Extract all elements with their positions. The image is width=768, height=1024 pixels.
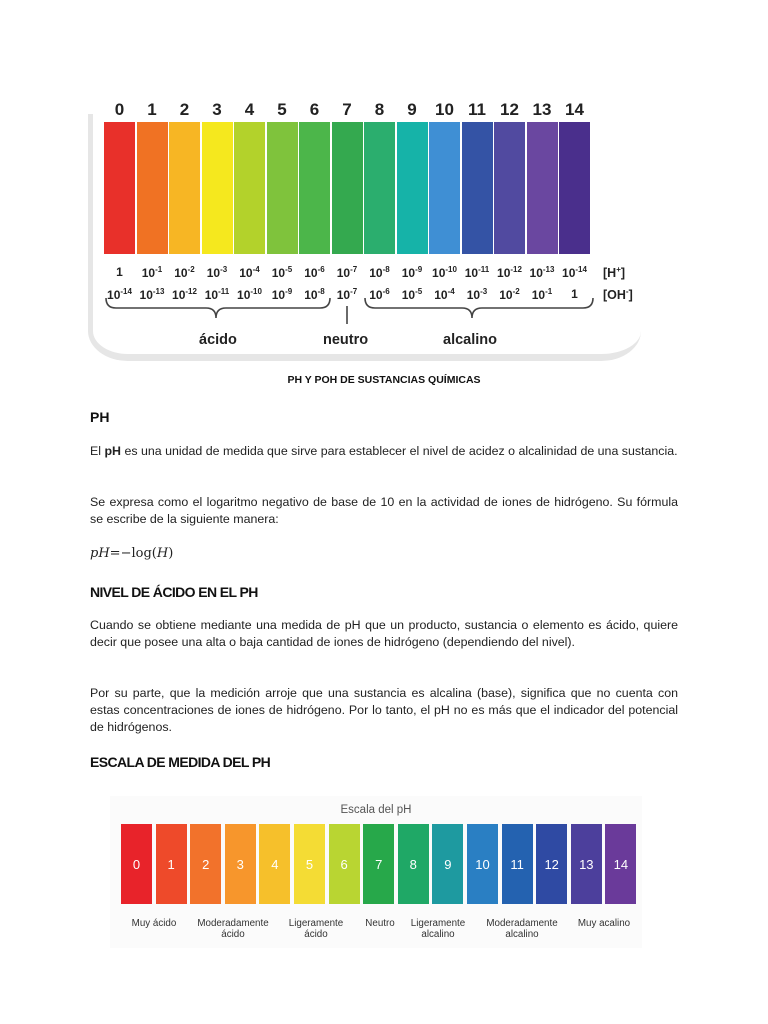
h-ion-value: $10^{-8}$ bbox=[369, 265, 390, 280]
scale-cell-14: 14 bbox=[605, 824, 636, 904]
h-ion-value: $10^{-7}$ bbox=[336, 265, 358, 280]
paragraph-ph-definition: El pH es una unidad de medida que sirve para establecer el nivel de acidez o alcalinidad de una sustancia. bbox=[90, 444, 678, 458]
h-ion-label: [H+] bbox=[603, 265, 626, 280]
ph-color-swatch-12 bbox=[494, 122, 525, 254]
ph-color-swatch-3 bbox=[202, 122, 233, 254]
heading-ph: PH bbox=[90, 409, 110, 425]
oh-ion-value: $10^{-3}$ bbox=[466, 287, 488, 302]
ph-number-10: 10 bbox=[435, 100, 454, 119]
paragraph-acid-2: Por su parte, que la medición arroje que una sustancia es alcalina (base), significa que no cuenta con estas concentraciones de iones de hidrógeno. Por lo tanto, el pH no es más que el indicador del potencial de hidrógenos. bbox=[90, 686, 678, 734]
heading-acid-level: NIVEL DE ÁCIDO EN EL PH bbox=[90, 584, 258, 600]
heading-scale: ESCALA DE MEDIDA DEL PH bbox=[90, 754, 271, 770]
scale-cell-0: 0 bbox=[121, 824, 152, 904]
scale-cell-4: 4 bbox=[259, 824, 290, 904]
h-ion-value: 1 bbox=[116, 265, 123, 279]
h-ion-value: $10^{-4}$ bbox=[239, 265, 260, 280]
ph-number-6: 6 bbox=[309, 100, 320, 119]
ph-color-swatch-6 bbox=[299, 122, 330, 254]
oh-ion-value: $10^{-9}$ bbox=[271, 287, 293, 302]
scale-label: Muy acalino bbox=[577, 918, 631, 929]
oh-ion-label: [OH-] bbox=[603, 287, 633, 302]
scale-cell-10: 10 bbox=[467, 824, 498, 904]
h-ion-value: $10^{-6}$ bbox=[304, 265, 325, 280]
paragraph-ph-formula-intro: Se expresa como el logaritmo negativo de base de 10 en la actividad de iones de hidrógeno. Su fórmula se escribe de la siguiente manera: bbox=[90, 495, 678, 526]
ph-number-2: 2 bbox=[179, 100, 190, 119]
h-ion-value: $10^{-14}$ bbox=[562, 265, 587, 280]
ph-number-0: 0 bbox=[114, 100, 125, 119]
ph-number-11: 11 bbox=[468, 100, 486, 119]
oh-ion-value: $10^{-7}$ bbox=[336, 287, 358, 302]
ph-color-swatch-9 bbox=[397, 122, 428, 254]
h-ion-value: $10^{-13}$ bbox=[529, 265, 555, 280]
h-ion-value: $10^{-9}$ bbox=[401, 265, 423, 280]
ph-color-swatch-14 bbox=[559, 122, 590, 254]
h-ion-value: $10^{-12}$ bbox=[497, 265, 522, 280]
ph-color-swatch-11 bbox=[462, 122, 493, 254]
scale-cell-12: 12 bbox=[536, 824, 567, 904]
paragraph-acid-1: Cuando se obtiene mediante una medida de pH que un producto, sustancia o elemento es ácido, quiere decir que posee una alta o baja cantidad de iones de hidrógeno (dependiendo del nivel). bbox=[90, 618, 678, 649]
oh-ion-value: 1 bbox=[571, 287, 578, 301]
ph-number-5: 5 bbox=[277, 100, 287, 119]
h-ion-value: $10^{-5}$ bbox=[271, 265, 293, 280]
oh-ion-value: $10^{-10}$ bbox=[237, 287, 262, 302]
ph-color-swatch-10 bbox=[429, 122, 460, 254]
acid-label: ácido bbox=[199, 332, 237, 348]
ph-bold-term: pH bbox=[104, 444, 121, 458]
ph-color-swatch-0 bbox=[104, 122, 135, 254]
ph-number-1: 1 bbox=[147, 100, 157, 119]
scale-cell-11: 11 bbox=[502, 824, 533, 904]
ph-number-9: 9 bbox=[407, 100, 417, 119]
scale-title: Escala del pH bbox=[340, 804, 412, 816]
scale-cell-3: 3 bbox=[225, 824, 256, 904]
h-ion-value: $10^{-1}$ bbox=[141, 265, 163, 280]
category-braces bbox=[88, 296, 640, 326]
h-ion-value: $10^{-2}$ bbox=[174, 265, 195, 280]
oh-ion-value: $10^{-13}$ bbox=[139, 287, 165, 302]
scale-cell-6: 6 bbox=[329, 824, 360, 904]
ph-formula: pH=−log(H) bbox=[90, 546, 174, 561]
ph-color-swatch-1 bbox=[137, 122, 168, 254]
ph-scale-figure bbox=[88, 96, 640, 358]
scale-cell-7: 7 bbox=[363, 824, 394, 904]
ph-color-swatch-7 bbox=[332, 122, 363, 254]
scale-label: Moderadamente ácido bbox=[197, 918, 269, 940]
scale-cell-9: 9 bbox=[432, 824, 463, 904]
scale-label: Ligeramente alcalino bbox=[410, 918, 466, 940]
oh-ion-value: $10^{-8}$ bbox=[304, 287, 325, 302]
scale-cell-13: 13 bbox=[571, 824, 602, 904]
ph-number-7: 7 bbox=[342, 100, 352, 119]
oh-ion-value: $10^{-5}$ bbox=[401, 287, 423, 302]
h-ion-value: $10^{-10}$ bbox=[432, 265, 457, 280]
ph-color-swatch-8 bbox=[364, 122, 395, 254]
scale-cell-5: 5 bbox=[294, 824, 325, 904]
scale-cell-8: 8 bbox=[398, 824, 429, 904]
ph-number-14: 14 bbox=[565, 100, 584, 119]
scale-label: Ligeramente ácido bbox=[288, 918, 344, 940]
ph-number-13: 13 bbox=[532, 100, 552, 119]
oh-ion-value: $10^{-2}$ bbox=[499, 287, 520, 302]
ph-color-swatch-4 bbox=[234, 122, 265, 254]
oh-ion-value: $10^{-4}$ bbox=[434, 287, 455, 302]
h-ion-value: $10^{-3}$ bbox=[206, 265, 228, 280]
oh-ion-value: $10^{-1}$ bbox=[531, 287, 553, 302]
ph-color-swatch-5 bbox=[267, 122, 298, 254]
h-ion-value: $10^{-11}$ bbox=[464, 265, 490, 280]
oh-ion-value: $10^{-12}$ bbox=[172, 287, 197, 302]
ph-number-12: 12 bbox=[500, 100, 519, 119]
alkaline-label: alcalino bbox=[443, 332, 497, 348]
figure-caption: PH Y POH DE SUSTANCIAS QUÍMICAS bbox=[287, 374, 481, 386]
ph-color-swatch-2 bbox=[169, 122, 200, 254]
scale-label: Moderadamente alcalino bbox=[486, 918, 558, 940]
scale-label: Muy ácido bbox=[131, 918, 177, 929]
scale-label: Neutro bbox=[365, 918, 395, 929]
ph-color-swatch-13 bbox=[527, 122, 558, 254]
ph-number-8: 8 bbox=[374, 100, 385, 119]
ph-scale-chart bbox=[110, 796, 642, 948]
oh-ion-value: $10^{-6}$ bbox=[369, 287, 390, 302]
oh-ion-value: $10^{-11}$ bbox=[204, 287, 230, 302]
neutral-label: neutro bbox=[323, 332, 369, 348]
oh-ion-value: $10^{-14}$ bbox=[107, 287, 132, 302]
ph-number-4: 4 bbox=[244, 100, 255, 119]
scale-cell-1: 1 bbox=[156, 824, 187, 904]
ph-number-3: 3 bbox=[212, 100, 222, 119]
scale-cell-2: 2 bbox=[190, 824, 221, 904]
